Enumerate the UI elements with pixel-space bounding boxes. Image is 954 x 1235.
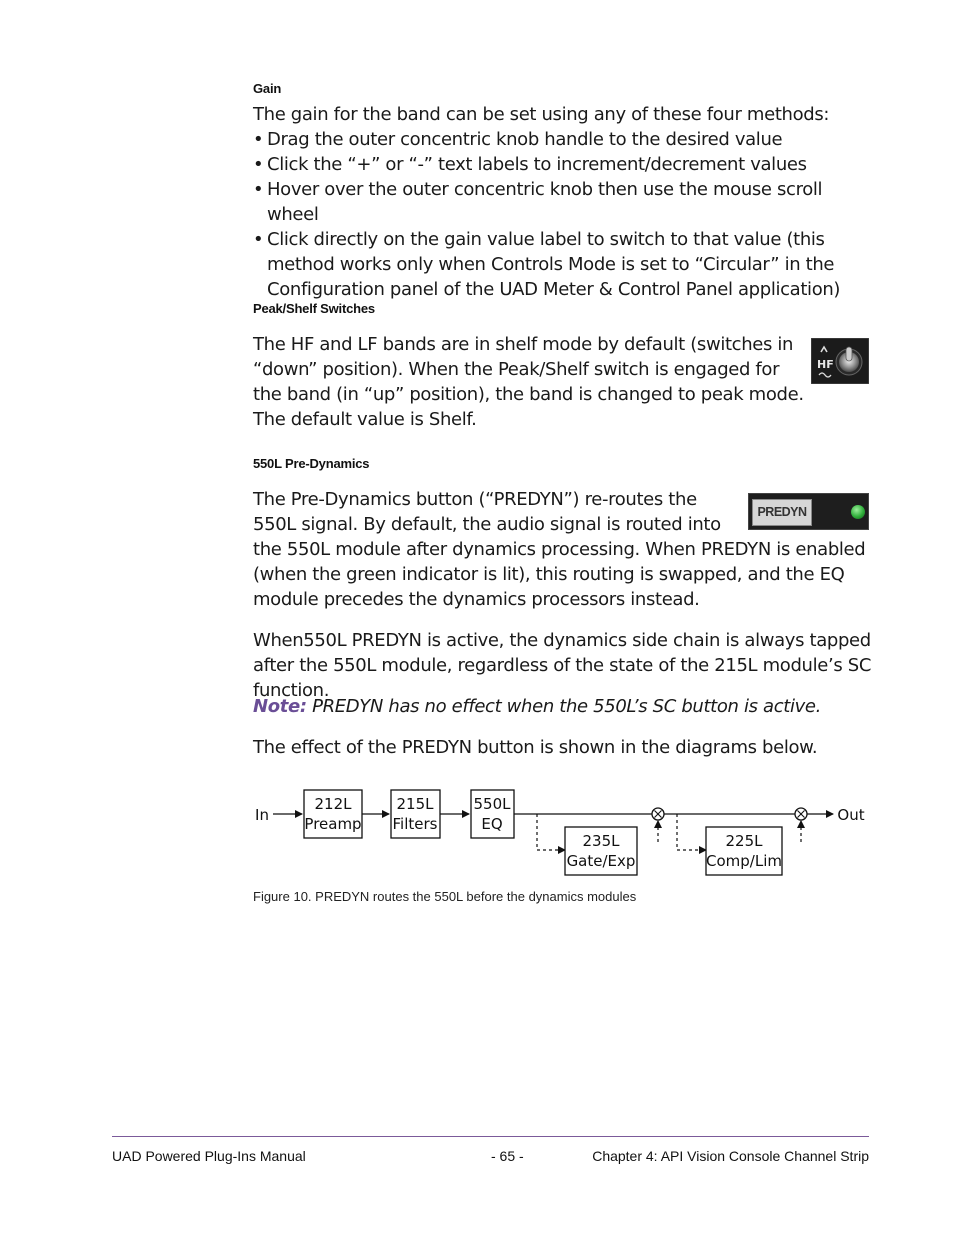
svg-text:Comp/Lim: Comp/Lim [706, 852, 782, 870]
list-item: • Click directly on the gain value label to switch to that value (this method works only when Controls Mode is set to “Circular” in the Configuration panel of the UAD Meter & Control Panel application) [253, 229, 841, 300]
predyn-heading: 550L Pre-Dynamics [253, 456, 370, 471]
note-text: PREDYN has no effect when the 550L’s SC button is active. [312, 696, 821, 717]
list-item: • Hover over the outer concentric knob then use the mouse scroll wheel [253, 179, 823, 225]
predyn-note [253, 694, 873, 719]
gain-section [253, 102, 873, 302]
peak-shelf-body: The HF and LF bands are in shelf mode by default (switches in “down” position). When the Peak/Shelf switch is engaged for the band (in “up” position), the band is changed to peak mode. The default value is Shelf. [253, 334, 804, 430]
hf-switch-image [811, 338, 869, 384]
peak-shelf-heading: Peak/Shelf Switches [253, 301, 375, 316]
svg-text:225L: 225L [725, 832, 763, 850]
svg-text:Gate/Exp: Gate/Exp [566, 852, 636, 870]
predyn-body-3: The effect of the PREDYN button is shown in the diagrams below. [253, 737, 818, 758]
svg-text:EQ: EQ [481, 815, 503, 833]
note-label: Note: [253, 696, 307, 717]
predyn-body-1: The Pre-Dynamics button (“PREDYN”) re-routes the 550L signal. By default, the audio signal is routed into the 550L module after dynamics processing. When PREDYN is enabled (when the green indicator is lit), this routing is swapped, and the EQ module precedes the dynamics processors instead. [253, 489, 866, 610]
predyn-button: PREDYN [752, 499, 812, 526]
predyn-indicator-light [851, 505, 865, 519]
svg-text:HF: HF [817, 358, 834, 371]
footer-rule [112, 1136, 869, 1137]
svg-text:235L: 235L [582, 832, 620, 850]
list-item: • Drag the outer concentric knob handle to the desired value [253, 129, 783, 150]
footer-manual-title: UAD Powered Plug-Ins Manual [112, 1148, 306, 1164]
svg-text:Filters: Filters [392, 815, 438, 833]
footer-chapter-title: Chapter 4: API Vision Console Channel Strip [592, 1148, 869, 1164]
diagram-out-label: Out [837, 806, 865, 824]
diagram-in-label: In [255, 806, 269, 824]
peak-shelf-switch-icon [811, 338, 869, 384]
signal-flow-diagram [240, 780, 880, 880]
list-item: • Click the “+” or “-” text labels to increment/decrement values [253, 154, 807, 175]
figure-caption: Figure 10. PREDYN routes the 550L before the dynamics modules [253, 889, 637, 904]
svg-text:212L: 212L [314, 795, 352, 813]
gain-intro: The gain for the band can be set using any of these four methods: [253, 104, 830, 125]
gain-heading: Gain [253, 81, 282, 96]
predyn-button-image [748, 493, 869, 530]
svg-text:Preamp: Preamp [304, 815, 362, 833]
footer-page-number: - 65 - [491, 1148, 524, 1164]
predyn-body-2: When550L PREDYN is active, the dynamics side chain is always tapped after the 550L module, regardless of the state of the 215L module’s SC function. [253, 630, 872, 701]
svg-text:215L: 215L [396, 795, 434, 813]
svg-text:550L: 550L [473, 795, 511, 813]
